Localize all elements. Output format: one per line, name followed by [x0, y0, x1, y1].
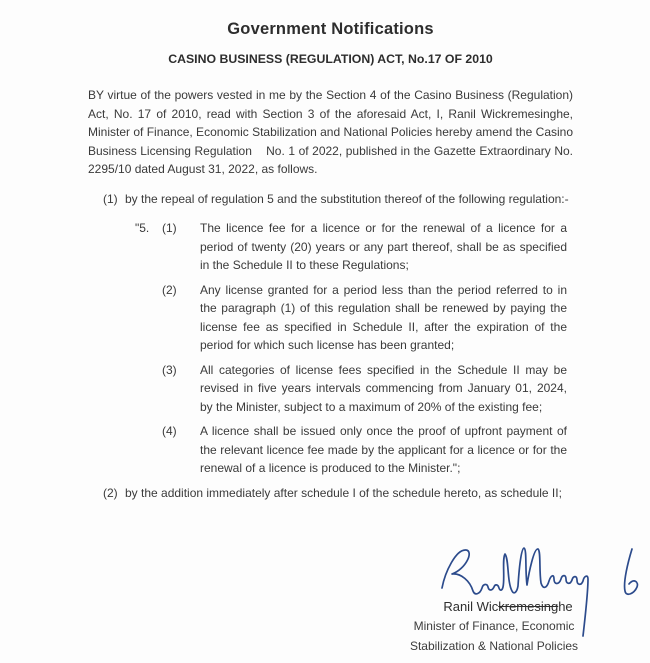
clause-4-spacer	[135, 422, 162, 478]
act-subtitle: CASINO BUSINESS (REGULATION) ACT, No.17 OF 2010	[168, 52, 493, 66]
signature-block	[388, 542, 600, 656]
regulation-5-clause-4	[135, 422, 573, 478]
clause-2-text: Any license granted for a period less than the period referred to in the paragraph (1) of this regulation shall be renewed by paying the license fee as specified in Schedule II, after the expiration of the period for which such license has been granted;	[200, 282, 567, 352]
clause-3-spacer	[135, 361, 162, 417]
amendment-item-1	[88, 190, 573, 209]
clause-2-spacer	[135, 281, 162, 355]
clause-2-marker: (2)	[162, 282, 177, 297]
regulation-5-clause-2	[135, 281, 573, 355]
intro-paragraph: BY virtue of the powers vested in me by the Section 4 of the Casino Business (Regulation) Act, No. 17 of 2010, read with Section 3 of the aforesaid Act, I, Ranil Wickremesinghe, Minister of Finance, Economic Stabilization and National Policies hereby amend the Casino Business Licensing Regulation No. 1 of 2022, published in the Gazette Extraordinary No. 2295/10 dated August 31, 2022, as follows.	[88, 88, 573, 176]
amendment-item-2-marker: (2)	[103, 485, 118, 500]
amendment-item-1-text: by the repeal of regulation 5 and the substitution thereof of the following regulation:-	[125, 191, 569, 206]
clause-3-marker: (3)	[162, 362, 177, 377]
clause-4-marker: (4)	[162, 424, 177, 438]
signatory-name-struck: kremesing	[498, 599, 559, 614]
clause-1-marker: (1)	[162, 221, 177, 235]
signature-stroke-flourish	[625, 549, 638, 594]
regulation-5-block	[88, 219, 573, 478]
signatory-name	[402, 597, 614, 616]
clause-4-text: A licence shall be issued only once the proof of upfront payment of the relevant licence fee made by the applicant for a licence or for the renewal of a licence is produced to the Minister.";	[200, 424, 567, 475]
amendment-item-2-text: by the addition immediately after schedule I of the schedule hereto, as schedule II;	[125, 485, 562, 500]
signatory-name-pre: Ranil Wic	[443, 599, 499, 614]
signatory-name-post: he	[558, 599, 573, 614]
signatory-title-line2: Stabilization & National Policies	[409, 639, 579, 653]
regulation-5-quote-label: "5.	[135, 221, 150, 235]
signatory-title-line1: Minister of Finance, Economic	[413, 619, 575, 633]
clause-1-text: The licence fee for a licence or for the renewal of a licence for a period of twenty (20) years or any part thereof, shall be as specified in the Schedule II to these Regulations;	[200, 221, 567, 272]
page-title: Government Notifications	[227, 20, 434, 38]
amendment-item-2	[88, 484, 573, 503]
regulation-5-clause-3	[135, 361, 573, 417]
clause-3-text: All categories of license fees specified in the Schedule II may be revised in five years intervals commencing from January 01, 2024, by the Minister, subject to a maximum of 20% of the existing fee;	[200, 362, 567, 414]
amendment-item-1-marker: (1)	[103, 191, 118, 206]
regulation-5-clause-1	[135, 219, 573, 275]
